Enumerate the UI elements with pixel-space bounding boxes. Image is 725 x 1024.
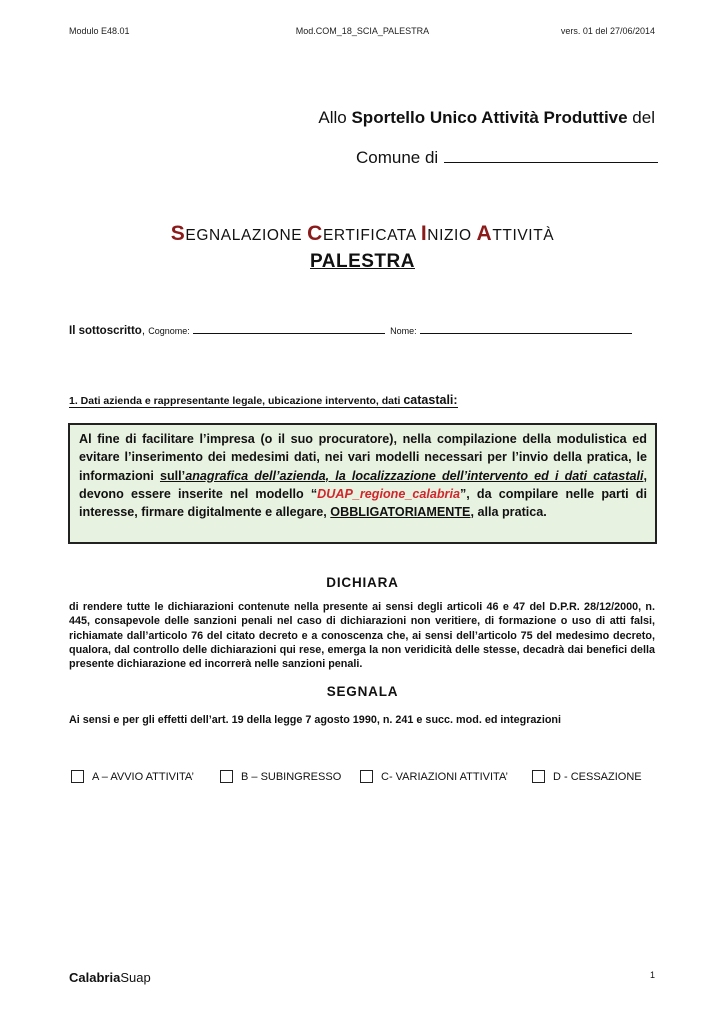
checkbox-a[interactable] <box>71 770 84 783</box>
info-text-2: sull’ <box>159 468 186 483</box>
info-mandatory: OBBLIGATORIAMENTE <box>330 505 471 520</box>
signatory-label: Il sottoscritto <box>69 325 142 337</box>
surname-label: Cognome: <box>148 326 190 336</box>
title-cap-2: C <box>307 222 323 245</box>
recipient-pre: Allo <box>318 108 352 127</box>
calabria-suap-logo <box>69 970 151 985</box>
title-rest-4: TTIVITÀ <box>492 227 555 244</box>
section-1-title <box>69 393 458 407</box>
option-b-label: B – SUBINGRESSO <box>241 770 342 783</box>
section-1-title-text: 1. Dati azienda e rappresentante legale, ubicazione intervento, dati <box>69 395 401 407</box>
reports-heading: SEGNALA <box>326 684 399 699</box>
signatory-line: Il sottoscritto, Cognome: Nome: <box>69 323 632 337</box>
title-cap-4: A <box>476 222 493 245</box>
title-cap-1: S <box>170 222 186 245</box>
logo-bold: Calabria <box>69 970 121 985</box>
info-text-3: anagrafica dell’azienda, la localizzazione dell’intervento ed i dati catastali <box>185 468 644 483</box>
declares-heading: DICHIARA <box>326 575 399 590</box>
title-rest-3: NIZIO <box>427 227 472 244</box>
checkbox-c[interactable] <box>360 770 373 783</box>
section-1-title-end: catastali: <box>403 393 458 407</box>
title-word-3 <box>420 222 472 245</box>
option-d[interactable] <box>532 770 642 783</box>
title-rest-1: EGNALAZIONE <box>185 227 303 244</box>
header-module-code: Modulo E48.01 <box>69 26 130 36</box>
municipality-field[interactable] <box>444 147 658 163</box>
duap-model-name: DUAP_regione_calabria <box>317 486 460 501</box>
page-number: 1 <box>649 970 655 980</box>
municipality-line <box>356 147 658 168</box>
option-b[interactable] <box>220 770 341 783</box>
reports-text: Ai sensi e per gli effetti dell’art. 19 della legge 7 agosto 1990, n. 241 e succ. mod. ed integrazioni <box>69 714 562 726</box>
logo-rest: Suap <box>120 970 151 985</box>
recipient-office: Sportello Unico Attività Produttive <box>351 108 628 127</box>
info-text-8: , alla pratica. <box>470 505 547 520</box>
info-text-4: , devono essere inserite nel modello “ <box>79 468 647 501</box>
option-d-label: D - CESSAZIONE <box>553 770 642 783</box>
title-word-1 <box>170 222 303 245</box>
name-field[interactable] <box>420 323 632 334</box>
name-label: Nome: <box>390 326 417 336</box>
declares-text: di rendere tutte le dichiarazioni contenute nella presente ai sensi degli articoli 46 e 47 del D.P.R. 28/12/2000, n. 445, consapevole delle sanzioni penali nel caso di dichiarazioni non veritiere, di formazione o uso di atti falsi, richiamate dall’articolo 76 del citato decreto e a conoscenza che, ai sensi dell’articolo 75 del medesimo decreto, qualora, dal controllo delle dichiarazioni qui rese, emerga la non veridicità delle stesse, decadrà dai benefici della presente dichiarazione ed incorrerà nelle sanzioni penali. <box>69 601 655 671</box>
option-a-label: A – AVVIO ATTIVITA’ <box>92 770 194 783</box>
header-form-code: Mod.COM_18_SCIA_PALESTRA <box>295 26 430 36</box>
municipality-label: Comune di <box>356 148 439 167</box>
header-version: vers. 01 del 27/06/2014 <box>560 26 655 36</box>
surname-field[interactable] <box>193 323 385 334</box>
option-c-label: C- VARIAZIONI ATTIVITA’ <box>381 770 508 783</box>
document-subtitle: PALESTRA <box>310 251 415 272</box>
checkbox-d[interactable] <box>532 770 545 783</box>
checkbox-b[interactable] <box>220 770 233 783</box>
title-cap-3: I <box>420 222 428 245</box>
title-word-2 <box>307 222 416 245</box>
recipient-line <box>318 108 655 128</box>
option-a[interactable] <box>71 770 194 783</box>
option-c[interactable] <box>360 770 508 783</box>
info-text-6: ”, da compilare nelle parti di interesse, firmare digitalmente e allegare, <box>79 486 647 520</box>
title-word-4 <box>476 222 555 245</box>
document-title <box>0 222 725 246</box>
info-box <box>68 423 657 544</box>
recipient-post: del <box>627 108 655 127</box>
title-rest-2: ERTIFICATA <box>322 227 416 244</box>
info-text-1: Al fine di facilitare l’impresa (o il suo procuratore), nella compilazione della modulistica ed evitare l’inserimento dei medesimi dati, nei vari modelli necessari per l’invio della pratica, le informazioni <box>79 432 647 483</box>
